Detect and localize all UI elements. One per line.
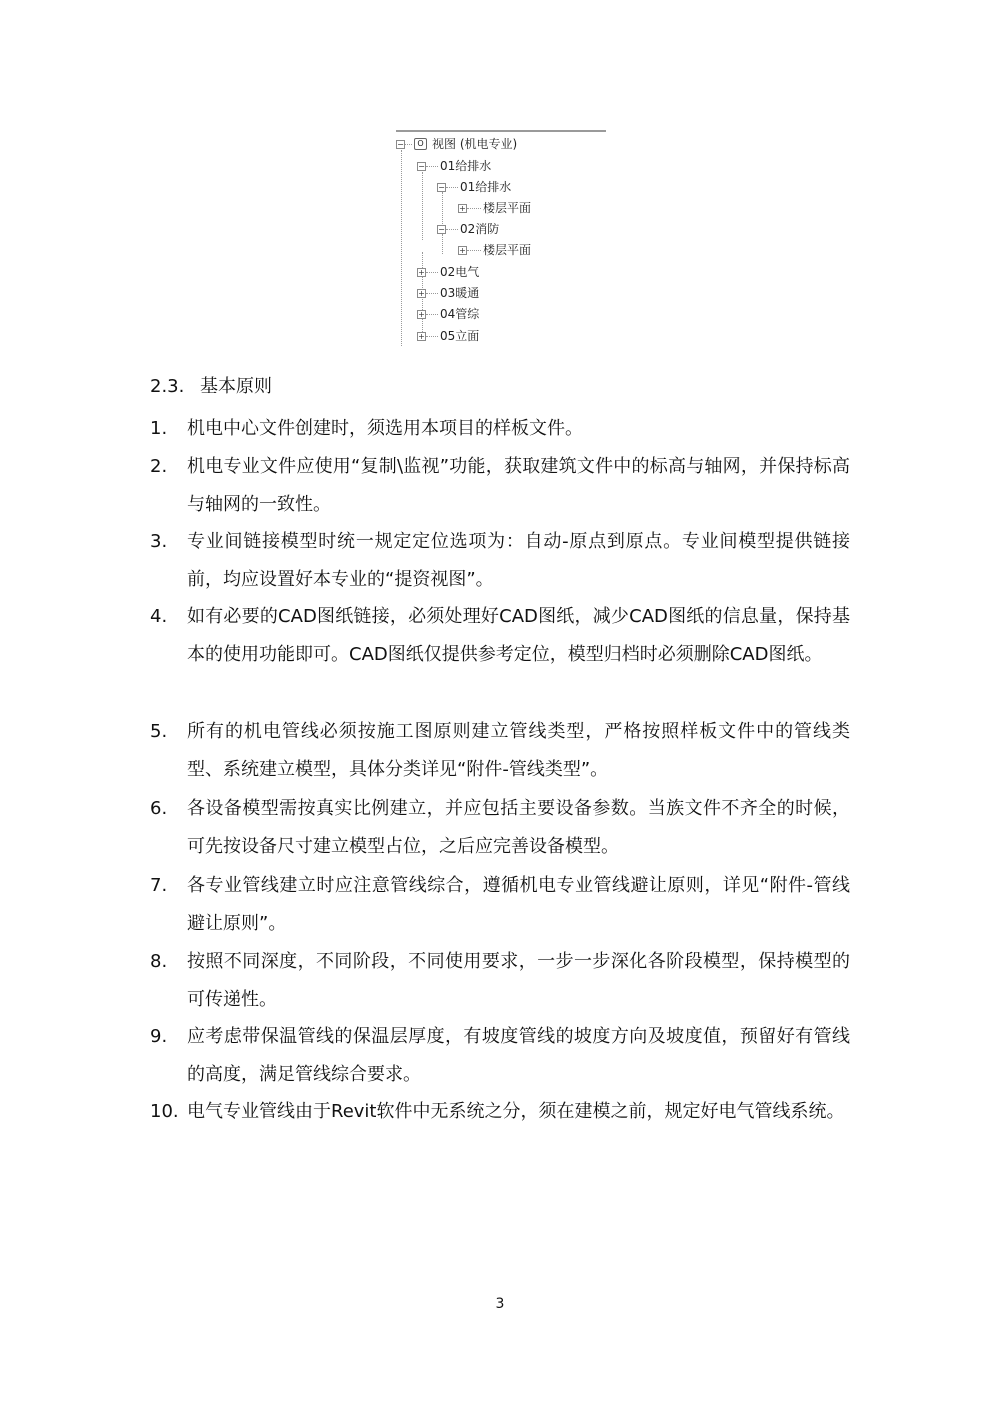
collapse-icon[interactable]: − <box>438 225 445 234</box>
list-item <box>150 523 850 599</box>
list-item-text: 如有必要的CAD图纸链接，必须处理好CAD图纸，减少CAD图纸的信息量，保持基本的使用功能即可。CAD图纸仅提供参考定位，模型归档时必须删除CAD图纸。 <box>187 606 850 665</box>
view-browser-icon: O <box>414 138 427 150</box>
list-item-text: 机电中心文件创建时，须选用本项目的样板文件。 <box>187 418 583 439</box>
tree-guide-line <box>422 172 423 240</box>
list-item-number: 2. <box>150 456 168 477</box>
list-item-number: 9. <box>150 1026 168 1047</box>
tree-node-label: 01给排水 <box>460 180 512 194</box>
expand-icon[interactable]: + <box>459 204 466 213</box>
list-item <box>150 598 850 674</box>
list-item-number: 3. <box>150 531 168 552</box>
collapse-icon[interactable]: − <box>397 140 404 149</box>
tree-node-label: 02消防 <box>460 222 500 236</box>
tree-node-label: 02电气 <box>440 265 480 279</box>
list-item <box>150 1093 850 1131</box>
list-item-number: 7. <box>150 875 168 896</box>
list-item <box>150 448 850 524</box>
section-title: 基本原则 <box>200 376 272 397</box>
list-item <box>150 410 850 448</box>
list-item <box>150 790 850 866</box>
expand-icon[interactable]: + <box>418 289 425 298</box>
list-item <box>150 713 850 789</box>
list-item <box>150 867 850 943</box>
section-heading <box>150 372 272 402</box>
tree-guide-line <box>442 234 443 254</box>
list-item <box>150 1018 850 1094</box>
list-item-text: 各设备模型需按真实比例建立，并应包括主要设备参数。当族文件不齐全的时候，可先按设备尺寸建立模型占位，之后应完善设备模型。 <box>187 798 850 857</box>
tree-node-label: 04管综 <box>440 307 480 321</box>
list-item <box>150 943 850 1019</box>
list-item-text: 专业间链接模型时统一规定定位选项为：自动-原点到原点。专业间模型提供链接前，均应设置好本专业的“提资视图”。 <box>187 531 850 590</box>
list-item-number: 8. <box>150 951 168 972</box>
list-item-text: 机电专业文件应使用“复制\监视”功能，获取建筑文件中的标高与轴网，并保持标高与轴网的一致性。 <box>187 456 850 515</box>
expand-icon[interactable]: + <box>418 268 425 277</box>
collapse-icon[interactable]: − <box>418 162 425 171</box>
list-item-text: 应考虑带保温管线的保温层厚度，有坡度管线的坡度方向及坡度值，预留好有管线的高度，满足管线综合要求。 <box>187 1026 850 1085</box>
tree-node-label: 视图 (机电专业) <box>432 137 518 151</box>
expand-icon[interactable]: + <box>418 332 425 341</box>
list-item-text: 按照不同深度，不同阶段，不同使用要求，一步一步深化各阶段模型，保持模型的可传递性。 <box>187 951 850 1010</box>
tree-top-divider <box>396 130 606 132</box>
list-item-text: 所有的机电管线必须按施工图原则建立管线类型，严格按照样板文件中的管线类型、系统建立模型，具体分类详见“附件-管线类型”。 <box>187 721 850 780</box>
list-item-number: 5. <box>150 721 168 742</box>
list-item-number: 4. <box>150 606 168 627</box>
expand-icon[interactable]: + <box>459 246 466 255</box>
list-item-text: 各专业管线建立时应注意管线综合，遵循机电专业管线避让原则，详见“附件-管线避让原则”。 <box>187 875 850 934</box>
tree-guide-line <box>401 150 402 346</box>
tree-node-label: 楼层平面 <box>483 243 532 257</box>
list-item-text: 电气专业管线由于Revit软件中无系统之分，须在建模之前，规定好电气管线系统。 <box>187 1101 845 1122</box>
page-number: 3 <box>495 1296 505 1312</box>
tree-node-label: 05立面 <box>440 329 480 343</box>
expand-icon[interactable]: + <box>418 310 425 319</box>
project-browser-tree <box>394 128 606 350</box>
list-item-number: 10. <box>150 1101 179 1122</box>
list-item-number: 6. <box>150 798 168 819</box>
tree-node-label: 楼层平面 <box>483 201 532 215</box>
tree-node-label: 01给排水 <box>440 159 492 173</box>
list-item-number: 1. <box>150 418 168 439</box>
collapse-icon[interactable]: − <box>438 183 445 192</box>
section-number: 2.3. <box>150 376 185 397</box>
tree-node-label: 03暖通 <box>440 286 480 300</box>
